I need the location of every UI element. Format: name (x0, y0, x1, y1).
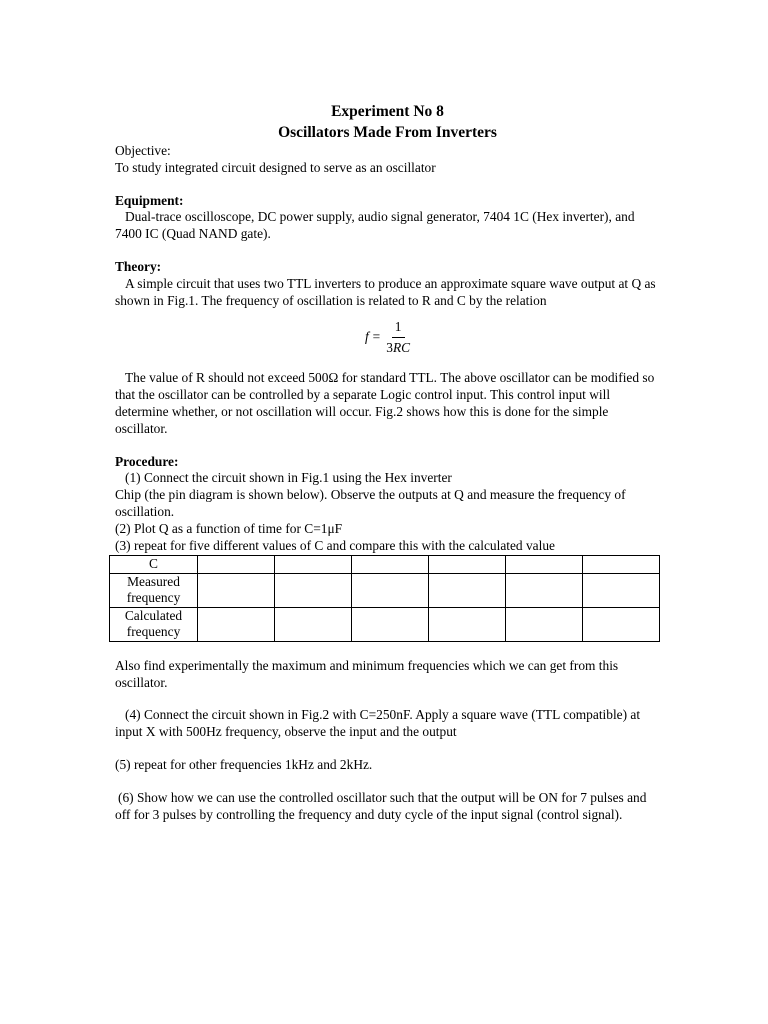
results-table (109, 555, 660, 642)
formula-numerator: 1 (392, 319, 405, 338)
theory-paragraph-2: The value of R should not exceed 500Ω for standard TTL. The above oscillator can be modified so that the oscillator can be controlled by a separate Logic control input. This control input will determine whether, or not oscillation will occur. Fig.2 shows how this is done for the simple oscillator. (115, 370, 655, 436)
procedure-heading: Procedure: (115, 453, 179, 469)
table-cell (583, 607, 660, 641)
table-cell (429, 607, 506, 641)
table-cell (198, 556, 275, 574)
equipment-heading: Equipment: (115, 192, 184, 208)
formula-denominator-coef: 3 (386, 340, 393, 356)
table-row-label: Measured frequency (110, 573, 198, 607)
formula-denominator-vars: RC (392, 340, 411, 356)
procedure-step-5: (5) repeat for other frequencies 1kHz and 2kHz. (115, 757, 373, 773)
procedure-step-3: (3) repeat for five different values of C and compare this with the calculated value (115, 537, 555, 553)
table-row (110, 556, 660, 574)
frequency-formula (115, 319, 660, 356)
table-cell (583, 573, 660, 607)
theory-paragraph-1: A simple circuit that uses two TTL inverters to produce an approximate square wave output at Q as shown in Fig.1. The frequency of oscillation is related to R and C by the relation (115, 275, 656, 308)
table-row (110, 607, 660, 641)
table-cell (506, 607, 583, 641)
procedure-step-1: (1) Connect the circuit shown in Fig.1 using the Hex inverter (125, 470, 452, 486)
experiment-number-title: Experiment No 8 (331, 103, 444, 120)
table-row-label: Calculated frequency (110, 607, 198, 641)
objective-text: To study integrated circuit designed to serve as an oscillator (115, 159, 436, 175)
theory-heading: Theory: (115, 258, 162, 274)
formula-lhs: f (364, 329, 369, 345)
table-cell (506, 573, 583, 607)
table-cell (429, 573, 506, 607)
document-page (115, 100, 660, 823)
table-cell (583, 556, 660, 574)
table-cell (275, 607, 352, 641)
table-cell (352, 573, 429, 607)
formula-fraction (386, 319, 410, 356)
procedure-step-6: (6) Show how we can use the controlled oscillator such that the output will be ON for 7 pulses and off for 3 pulses by controlling the frequency and duty cycle of the input signal (control signal). (115, 789, 647, 822)
procedure-step-4: (4) Connect the circuit shown in Fig.2 with C=250nF. Apply a square wave (TTL compatible) at input X with 500Hz frequency, observe the input and the output (115, 707, 641, 740)
table-cell (198, 607, 275, 641)
table-cell (352, 556, 429, 574)
table-cell (506, 556, 583, 574)
experiment-title: Oscillators Made From Inverters (278, 124, 497, 141)
table-cell (275, 573, 352, 607)
table-cell (352, 607, 429, 641)
formula-denominator (386, 338, 410, 356)
table-cell (275, 556, 352, 574)
procedure-step-2: (2) Plot Q as a function of time for C=1μF (115, 520, 343, 536)
objective-heading: Objective: (115, 143, 171, 158)
table-row-label: C (110, 556, 198, 574)
procedure-step-1-continued: Chip (the pin diagram is shown below). Observe the outputs at Q and measure the frequency of oscillation. (115, 487, 626, 519)
equipment-text: Dual-trace oscilloscope, DC power supply, audio signal generator, 7404 1C (Hex inverter), and 7400 IC (Quad NAND gate). (115, 209, 635, 242)
formula-equals: = (372, 329, 381, 345)
table-row (110, 573, 660, 607)
table-cell (198, 573, 275, 607)
table-cell (429, 556, 506, 574)
procedure-also-text: Also find experimentally the maximum and minimum frequencies which we can get from this oscillator. (115, 657, 619, 690)
